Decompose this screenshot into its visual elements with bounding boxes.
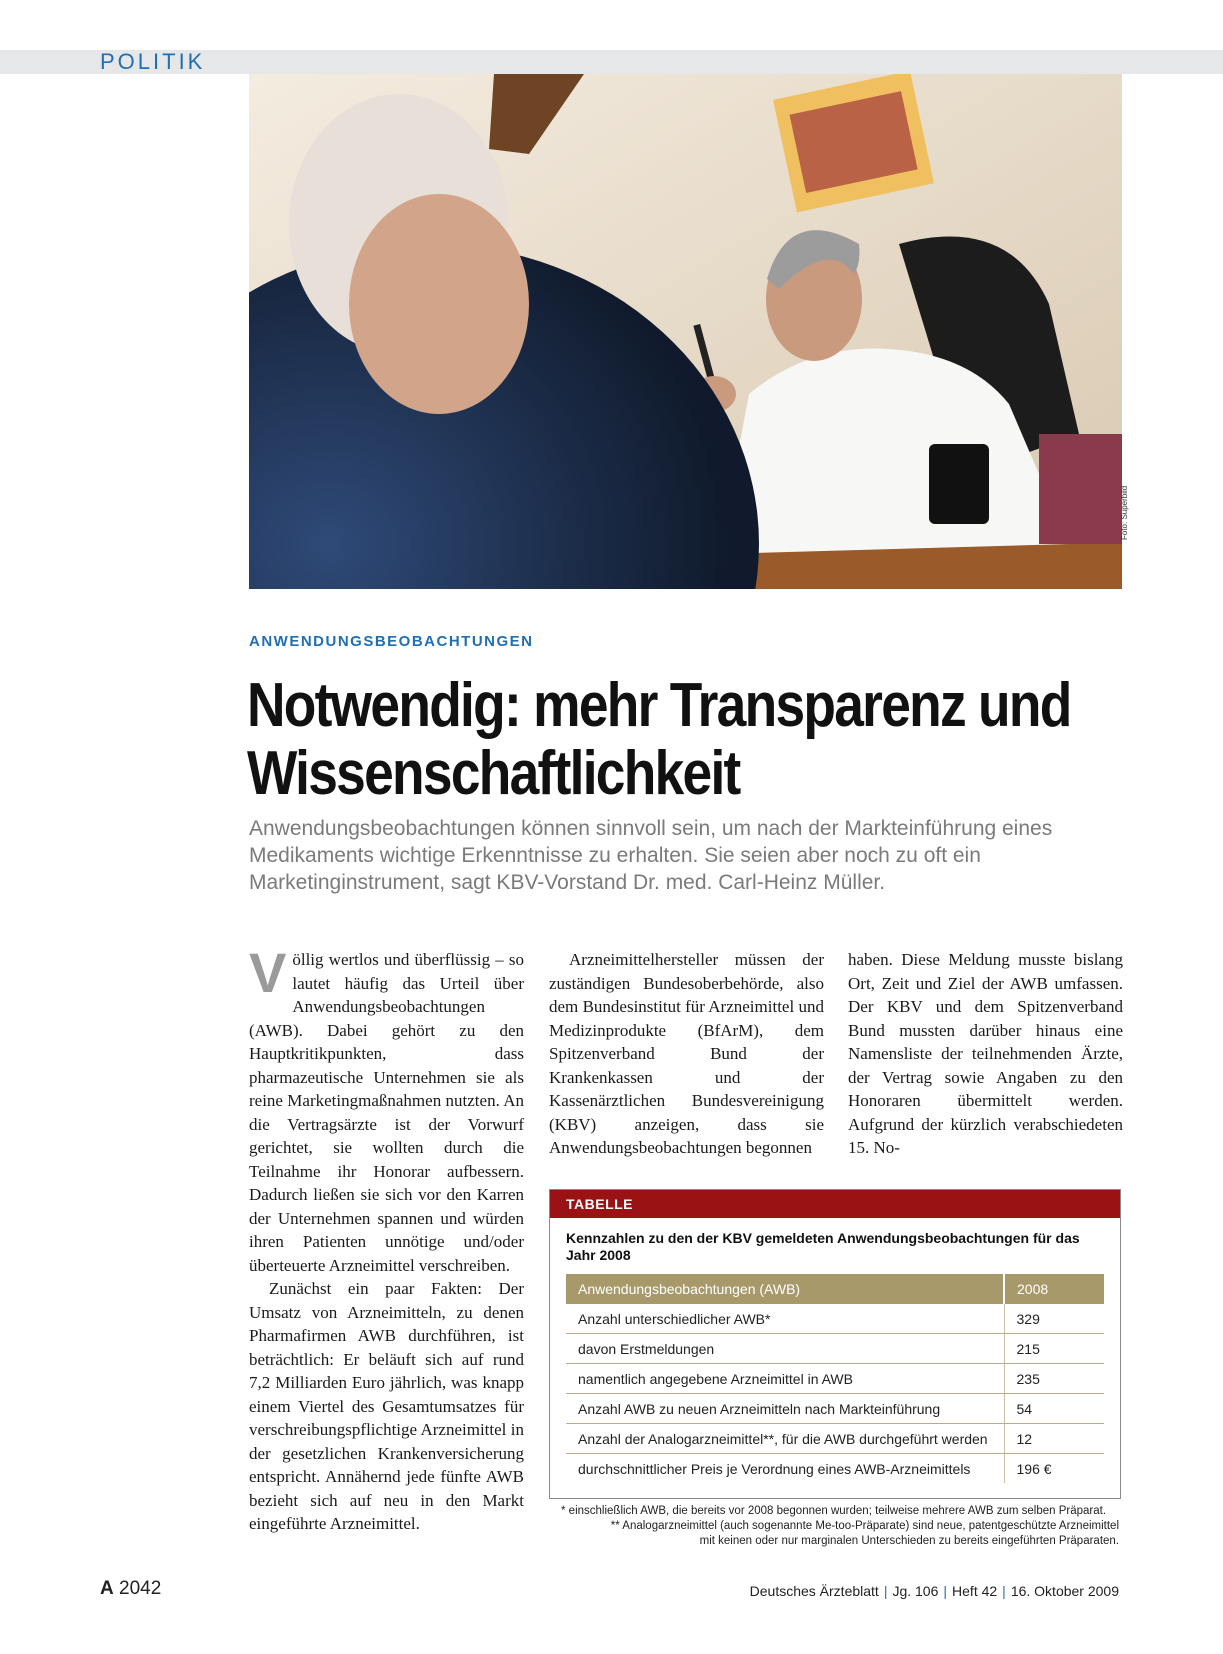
section-label: POLITIK xyxy=(100,49,206,74)
table-cell: Anzahl unterschiedlicher AWB* xyxy=(566,1304,1004,1334)
table-footnote: ** Analogarzneimittel (auch sogenannte Me-too-Präparate) sind neue, patentgeschützte Arzneimittel xyxy=(610,1520,1119,1532)
data-table xyxy=(566,1274,1104,1483)
body-paragraph: Zunächst ein paar Fakten: Der Umsatz von Arzneimitteln, zu denen Pharmafirmen AWB durchführen, ist beträchtlich: Er beläuft sich auf rund 7,2 Milliarden Euro jährlich, was knapp einem Viertel des Gesamtumsatzes für verschreibungspflichtige Arzneimittel in der gesetzlichen Krankenversicherung entspricht. Annähernd jede fünfte AWB bezieht sich auf neu in den Markt eingeführte Arzneimittel. xyxy=(249,1279,524,1533)
headline-line-1: Notwendig: mehr Transparenz und xyxy=(247,671,1071,740)
data-table-box xyxy=(549,1189,1121,1499)
article-photo xyxy=(249,74,1122,589)
body-text: öllig wertlos und überflüssig – so lautet häufig das Urteil über Anwendungsbeobachtungen (AWB). Dabei gehört zu den Hauptkritikpunkten, dass pharmazeutische Unternehmen sie als reine Marketingmaßnahmen nutzten. An die Vertragsärzte ist der Vorwurf gerichtet, sie wollten durch die Teilnahme ihr Honorar aufbessern. Dadurch ließen sie sich vor den Karren der Unternehmen spannen und würden ihren Patienten unnötige und/oder überteuerte Arzneimittel verschreiben. xyxy=(249,950,524,1275)
table-row xyxy=(566,1304,1104,1334)
footer-separator: | xyxy=(943,1583,948,1599)
table-cell: davon Erstmeldungen xyxy=(566,1334,1004,1364)
table-header-row xyxy=(566,1274,1104,1304)
table-footnotes xyxy=(549,1504,1119,1549)
table-row xyxy=(566,1334,1104,1364)
table-cell: 12 xyxy=(1004,1424,1104,1454)
body-column-1 xyxy=(249,941,524,1536)
table-cell: 54 xyxy=(1004,1394,1104,1424)
article-dek: Anwendungsbeobachtungen können sinnvoll sein, um nach der Markteinführung eines Medikaments wichtige Erkenntnisse zu erhalten. Sie seien aber noch zu oft ein Marketinginstrument, sagt KBV-Vorstand Dr. med. Carl-Heinz Müller. xyxy=(249,817,1053,894)
table-cell: 235 xyxy=(1004,1364,1104,1394)
drop-cap: V xyxy=(249,941,287,1004)
table-header-cell: 2008 xyxy=(1004,1274,1104,1304)
body-paragraph xyxy=(249,941,524,1277)
journal-date: 16. Oktober 2009 xyxy=(1010,1583,1119,1599)
body-column-2 xyxy=(549,948,824,1160)
page-number-value: 2042 xyxy=(119,1578,162,1599)
article-kicker: ANWENDUNGSBEOBACHTUNGEN xyxy=(249,633,534,650)
table-row xyxy=(566,1394,1104,1424)
table-cell: namentlich angegebene Arzneimittel in AWB xyxy=(566,1364,1004,1394)
table-row xyxy=(566,1424,1104,1454)
table-footnote: * einschließlich AWB, die bereits vor 2008 begonnen wurden; teilweise mehrere AWB zum selben Präparat. xyxy=(561,1505,1107,1517)
table-caption: Kennzahlen zu den der KBV gemeldeten Anwendungsbeobachtungen für das Jahr 2008 xyxy=(566,1230,1080,1263)
journal-issue: Heft 42 xyxy=(952,1583,998,1599)
table-label: TABELLE xyxy=(550,1190,1120,1218)
journal-name: Deutsches Ärzteblatt xyxy=(749,1583,879,1599)
table-row xyxy=(566,1364,1104,1394)
table-row xyxy=(566,1454,1104,1484)
table-cell: 215 xyxy=(1004,1334,1104,1364)
table-footnote: mit keinen oder nur marginalen Unterschieden zu bereits eingeführten Präparaten. xyxy=(699,1535,1119,1547)
body-paragraph: haben. Diese Meldung musste bislang Ort, Zeit und Ziel der AWB umfassen. Der KBV und dem Spitzenverband Bund mussten darüber hinaus eine Namensliste der teilnehmenden Ärzte, der Vertrag sowie Angaben zu den Honoraren übermittelt werden. Aufgrund der kürzlich verabschiedeten 15. No- xyxy=(848,950,1123,1157)
page-prefix: A xyxy=(100,1578,114,1599)
photo-credit: Foto: Superbild xyxy=(1120,485,1129,540)
body-column-3 xyxy=(848,948,1123,1160)
body-paragraph: Arzneimittelhersteller müssen der zuständigen Bundesoberbehörde, also dem Bundesinstitut für Arzneimittel und Medizinprodukte (BfArM), dem Spitzenverband Bund der Krankenkassen und der Kassenärztlichen Bundesvereinigung (KBV) anzeigen, dass sie Anwendungsbeobachtungen begonnen xyxy=(549,950,824,1157)
article-headline xyxy=(247,671,1071,808)
table-cell: durchschnittlicher Preis je Verordnung eines AWB-Arzneimittels xyxy=(578,1460,971,1477)
footer-separator: | xyxy=(1002,1583,1006,1599)
journal-volume: Jg. 106 xyxy=(892,1583,939,1599)
table-cell: 196 € xyxy=(1004,1454,1104,1484)
page-number xyxy=(100,1578,161,1600)
journal-footer xyxy=(750,1583,1119,1599)
footer-separator: | xyxy=(883,1583,888,1599)
table-cell: Anzahl AWB zu neuen Arzneimitteln nach Markteinführung xyxy=(566,1394,1004,1424)
headline-line-2: Wissenschaftlichkeit xyxy=(247,739,740,808)
table-cell: Anzahl der Analogarzneimittel**, für die AWB durchgeführt werden xyxy=(566,1424,1004,1454)
table-header-cell: Anwendungsbeobachtungen (AWB) xyxy=(566,1274,1004,1304)
table-cell: 329 xyxy=(1004,1304,1104,1334)
